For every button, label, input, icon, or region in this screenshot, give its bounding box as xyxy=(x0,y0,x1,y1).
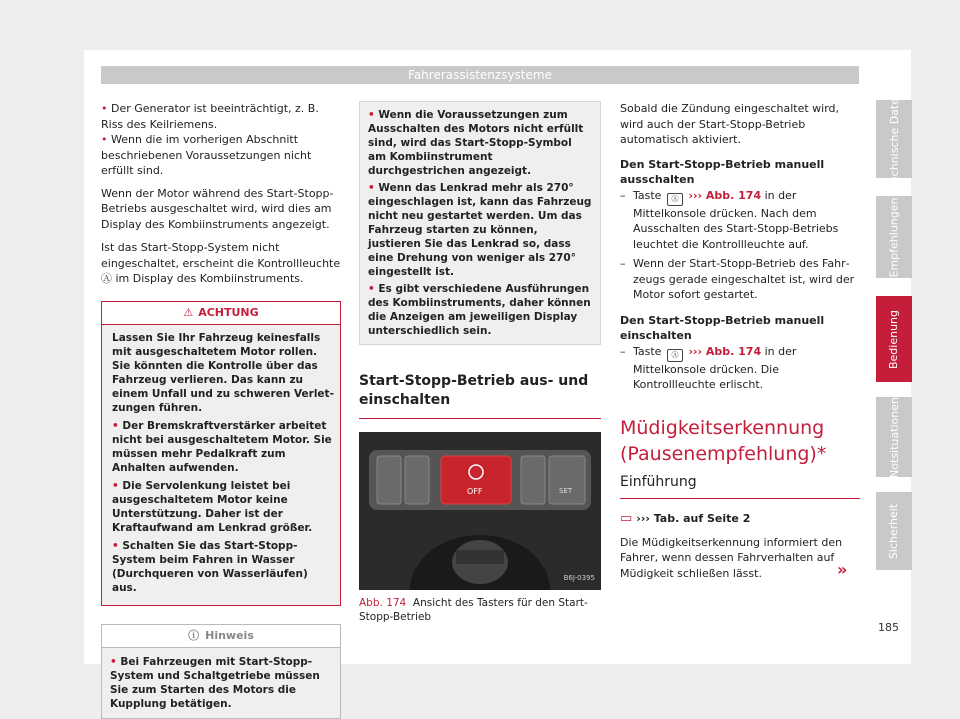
paragraph: Wenn der Motor während des Start-Stopp-Betriebs ausgeschaltet wird, wird dies am Display des Kombiinstruments angezeigt. xyxy=(101,186,334,231)
hint-box xyxy=(101,624,341,719)
list-item: • Wenn die im vorherigen Abschnitt beschriebenen Voraussetzungen nicht erfüllt sind. xyxy=(101,133,312,177)
list-item: • Es gibt verschiedene Ausführungen des Kombiinstruments, daher können die Anzeigen am jeweiligen Display unterschiedlich sein. xyxy=(368,283,591,337)
figure-link[interactable]: ››› Abb. 174 xyxy=(688,344,762,358)
section-title: Start-Stopp-Betrieb aus- und einschalten xyxy=(359,372,601,419)
book-icon: ▭ xyxy=(620,511,633,526)
column-1 xyxy=(101,101,341,719)
tab-sicherheit[interactable]: Sicherheit xyxy=(876,492,912,570)
column-2 xyxy=(359,101,601,624)
list-item: • Wenn das Lenkrad mehr als 270° eingeschlagen ist, kann das Fahrzeug nicht neu gestartet werden. Um das Fahrzeug starten zu können, justieren Sie das Lenkrad so, dass eine Drehung von weniger als 270° eingestellt ist. xyxy=(368,182,592,278)
figure-code: B6J-0395 xyxy=(563,573,595,582)
column-3 xyxy=(620,101,860,589)
list-item: • Der Bremskraftverstärker arbeitet nicht bei ausgeschaltetem Motor. Sie müssen mehr Pedalkraft zum Anhalten aufwenden. xyxy=(112,419,332,474)
subsection-title: Einführung xyxy=(620,475,860,500)
tab-notsituationen[interactable]: Notsituationen xyxy=(876,397,912,477)
list-item: – Wenn der Start-Stopp-Betrieb des Fahrzeugs gerade eingeschaltet ist, wird der Motor sofort gestartet. xyxy=(620,257,855,301)
chapter-title: Müdigkeitserkennung (Pausenempfehlung)* xyxy=(620,416,827,465)
paragraph: Ist das Start-Stopp-System nicht eingeschaltet, erscheint die Kontrollleuchte Ⓐ im Display des Kombiinstruments. xyxy=(101,241,341,285)
subheading-on: Den Start-Stopp-Betrieb manuell einschalten xyxy=(620,313,825,342)
info-box xyxy=(359,101,601,345)
warning-triangle-icon: ⚠ xyxy=(183,305,194,319)
warning-intro: Lassen Sie Ihr Fahrzeug keinesfalls mit ausgeschaltetem Motor rollen. Sie könnten die Kontrolle über das Fahrzeug verlieren. Das kann zu einem Unfall und zu schweren Verletzungen führen. xyxy=(112,331,334,414)
list-item: • Die Servolenkung leistet bei ausgeschaltetem Motor keine Unterstützung. Daher ist der Kraftaufwand am Lenkrad größer. xyxy=(112,479,313,534)
off-label: OFF xyxy=(467,487,483,496)
warning-box xyxy=(101,301,341,606)
info-icon: ⓘ xyxy=(188,628,200,642)
set-label: SET xyxy=(559,487,573,495)
subheading-off: Den Start-Stopp-Betrieb manuell ausschalten xyxy=(620,157,825,186)
continue-arrow-icon: » xyxy=(837,560,848,579)
list-item: – Taste Ⓐ ››› Abb. 174 in der Mittelkonsole drücken. Nach dem Ausschalten des Start-Stopp-Betriebs leuchtet die Kontrollleuchte auf. xyxy=(620,188,839,251)
figure-start-stop-button xyxy=(359,432,601,590)
tab-empfehlungen[interactable]: Empfehlungen xyxy=(876,196,912,278)
table-reference[interactable]: ▭ ››› Tab. auf Seite 2 xyxy=(620,511,751,526)
warning-header: ⚠ ACHTUNG xyxy=(102,302,340,325)
start-stop-key-icon: Ⓐ xyxy=(667,193,683,206)
tab-technische-daten[interactable]: Technische Daten xyxy=(876,100,912,178)
list-item: • Wenn die Voraussetzungen zum Ausschalten des Motors nicht erfüllt sind, wird das Start-Stopp-Symbol am Kombiinstrument durchgestrichen angezeigt. xyxy=(368,109,584,177)
page-header: Fahrerassistenzsysteme xyxy=(101,66,859,84)
list-item: • Schalten Sie das Start-Stopp-System beim Fahren in Wasser (Durchqueren von Wasserläufen) aus. xyxy=(112,539,308,594)
figure-link[interactable]: ››› Abb. 174 xyxy=(688,188,762,202)
start-stop-warning-icon: Ⓐ xyxy=(101,272,112,285)
tab-bedienung[interactable]: Bedienung xyxy=(876,296,912,382)
list-item: • Der Generator ist beeinträchtigt, z. B. Riss des Keilriemens. xyxy=(101,102,319,131)
hint-header: ⓘ Hinweis xyxy=(102,625,340,648)
console-illustration xyxy=(359,432,601,590)
list-item: • Bei Fahrzeugen mit Start-Stopp-System und Schaltgetriebe müssen Sie zum Starten des Motors die Kupplung betätigen. xyxy=(110,655,320,710)
start-stop-key-icon: Ⓐ xyxy=(667,349,683,362)
page-number: 185 xyxy=(878,621,899,634)
paragraph: Sobald die Zündung eingeschaltet wird, wird auch der Start-Stopp-Betrieb automatisch aktiviert. xyxy=(620,102,840,146)
list-item: – Taste Ⓐ ››› Abb. 174 in der Mittelkonsole drücken. Die Kontrollleuchte erlischt. xyxy=(620,344,797,391)
figure-caption: Abb. 174 Ansicht des Tasters für den Start-Stopp-Betrieb xyxy=(359,597,588,623)
paragraph: Die Müdigkeitserkennung informiert den Fahrer, wenn dessen Fahrverhalten auf Müdigkeit schließen lässt. xyxy=(620,535,843,580)
